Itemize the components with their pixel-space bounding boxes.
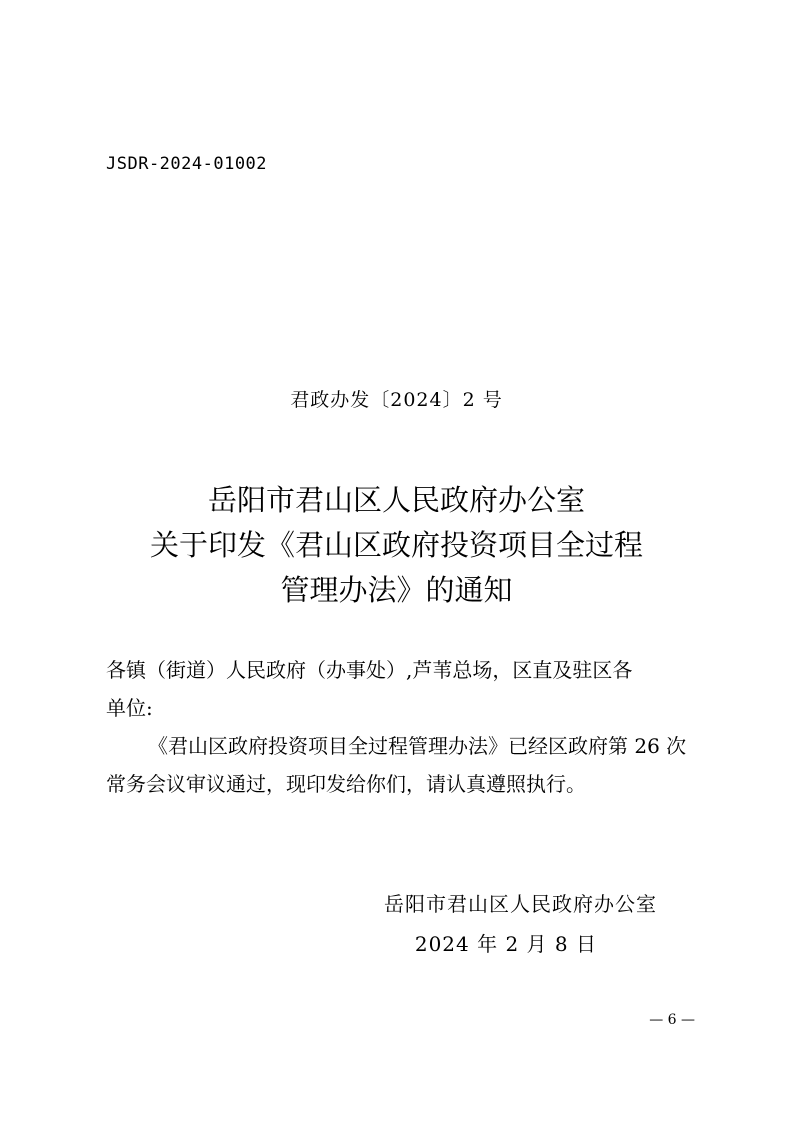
document-title (0, 478, 793, 613)
body-line-2: 常务会议审议通过，现印发给你们，请认真遵照执行。 (106, 772, 586, 796)
salutation-line-1: 各镇（街道）人民政府（办事处）,芦苇总场，区直及驻区各 (106, 658, 633, 682)
body-paragraph (106, 727, 694, 803)
document-code: JSDR-2024-01002 (106, 154, 268, 174)
salutation-line-2: 单位: (106, 696, 153, 720)
title-line-3: 管理办法》的通知 (280, 573, 513, 607)
body-line-1: 《君山区政府投资项目全过程管理办法》已经区政府第 26 次 (148, 734, 687, 758)
issue-date: 2024 年 2 月 8 日 (414, 932, 597, 956)
salutation (106, 651, 694, 727)
page-number: — 6 — (649, 1012, 695, 1028)
issuer-signature: 岳阳市君山区人民政府办公室 (384, 892, 657, 916)
document-number: 君政办发〔2024〕2 号 (290, 389, 503, 411)
title-line-2: 关于印发《君山区政府投资项目全过程 (149, 528, 643, 562)
title-line-1: 岳阳市君山区人民政府办公室 (207, 483, 585, 517)
